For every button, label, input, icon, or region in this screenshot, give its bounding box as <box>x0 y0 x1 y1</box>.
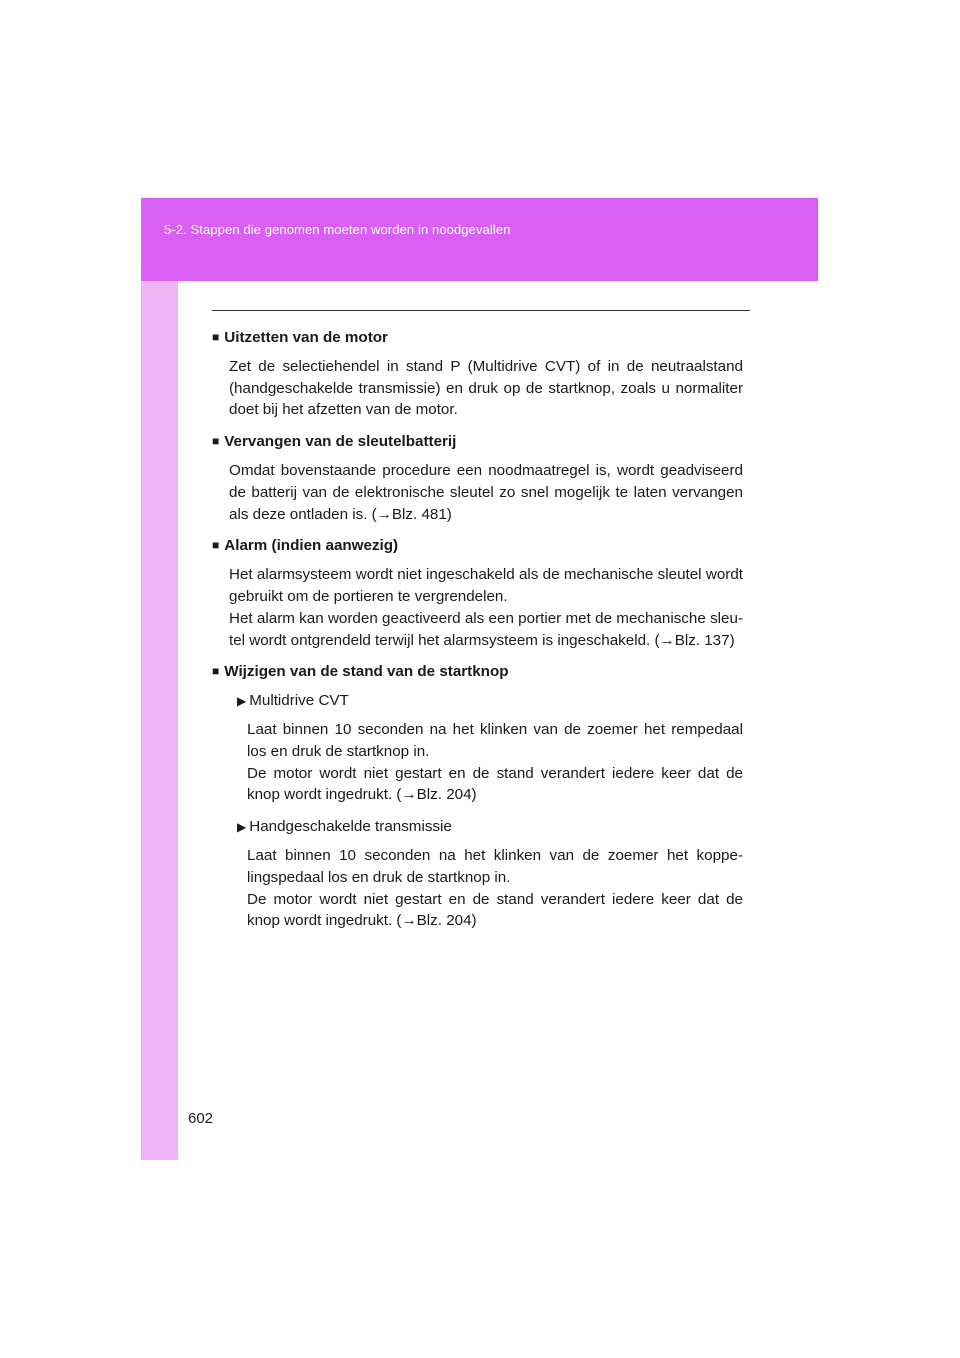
subsection-label: ▶ Multidrive CVT <box>237 692 349 710</box>
paragraph: Omdat bovenstaande procedure een noodmaatregel is, wordt geadviseerd de batterij van de elektronische sleutel zo snel mogelijk te laten vervangen als deze ontladen is. (→Blz. 481) <box>229 461 743 523</box>
page-number: 602 <box>188 1110 214 1127</box>
section-alarm <box>212 535 743 651</box>
subsection-handgeschakeld <box>229 816 743 932</box>
divider <box>212 310 750 311</box>
paragraph: Het alarm kan worden geactiveerd als een portier met de mechanische sleu-tel wordt ontgrendeld terwijl het alarmsysteem is ingeschakeld. (→Blz. 137) <box>229 609 743 649</box>
paragraph: Zet de selectiehendel in stand P (Multidrive CVT) of in de neutraalstand (handgeschakelde transmissie) en druk op de startknop, zoals u normaliter doet bij het afzetten van de motor. <box>229 357 743 419</box>
section-title: ■ Wijzigen van de stand van de startknop <box>212 663 509 681</box>
page-content <box>212 327 743 938</box>
paragraph: De motor wordt niet gestart en de stand verandert iedere keer dat de knop wordt ingedrukt. (→Blz. 204) <box>247 764 743 804</box>
section-header-title: 5-2. Stappen die genomen moeten worden in noodgevallen <box>164 222 511 237</box>
section-title: ■ Alarm (indien aanwezig) <box>212 537 399 555</box>
section-startknop <box>212 661 743 932</box>
subsection-label: ▶ Handgeschakelde transmissie <box>237 818 452 836</box>
side-strip <box>141 198 178 1160</box>
header-band <box>141 198 818 281</box>
section-title: ■ Vervangen van de sleutelbatterij <box>212 433 457 451</box>
triangle-bullet-icon: ▶ <box>237 694 247 709</box>
triangle-bullet-icon: ▶ <box>237 820 247 835</box>
paragraph: Laat binnen 10 seconden na het klinken van de zoemer het rempedaal los en druk de startknop in. <box>247 720 743 760</box>
square-bullet-icon: ■ <box>212 330 220 344</box>
section-sleutelbatterij <box>212 431 743 525</box>
paragraph: Het alarmsysteem wordt niet ingeschakeld als de mechanische sleutel wordt gebruikt om de portieren te vergrendelen. <box>229 566 743 605</box>
square-bullet-icon: ■ <box>212 434 220 449</box>
square-bullet-icon: ■ <box>212 664 220 679</box>
section-title: ■ Uitzetten van de motor <box>212 329 388 346</box>
square-bullet-icon: ■ <box>212 538 220 553</box>
paragraph: Laat binnen 10 seconden na het klinken van de zoemer het koppe-lingspedaal los en druk de startknop in. <box>247 846 743 886</box>
paragraph: De motor wordt niet gestart en de stand verandert iedere keer dat de knop wordt ingedrukt. (→Blz. 204) <box>247 890 743 930</box>
subsection-multidrive <box>229 690 743 806</box>
section-uitzetten <box>212 327 743 421</box>
